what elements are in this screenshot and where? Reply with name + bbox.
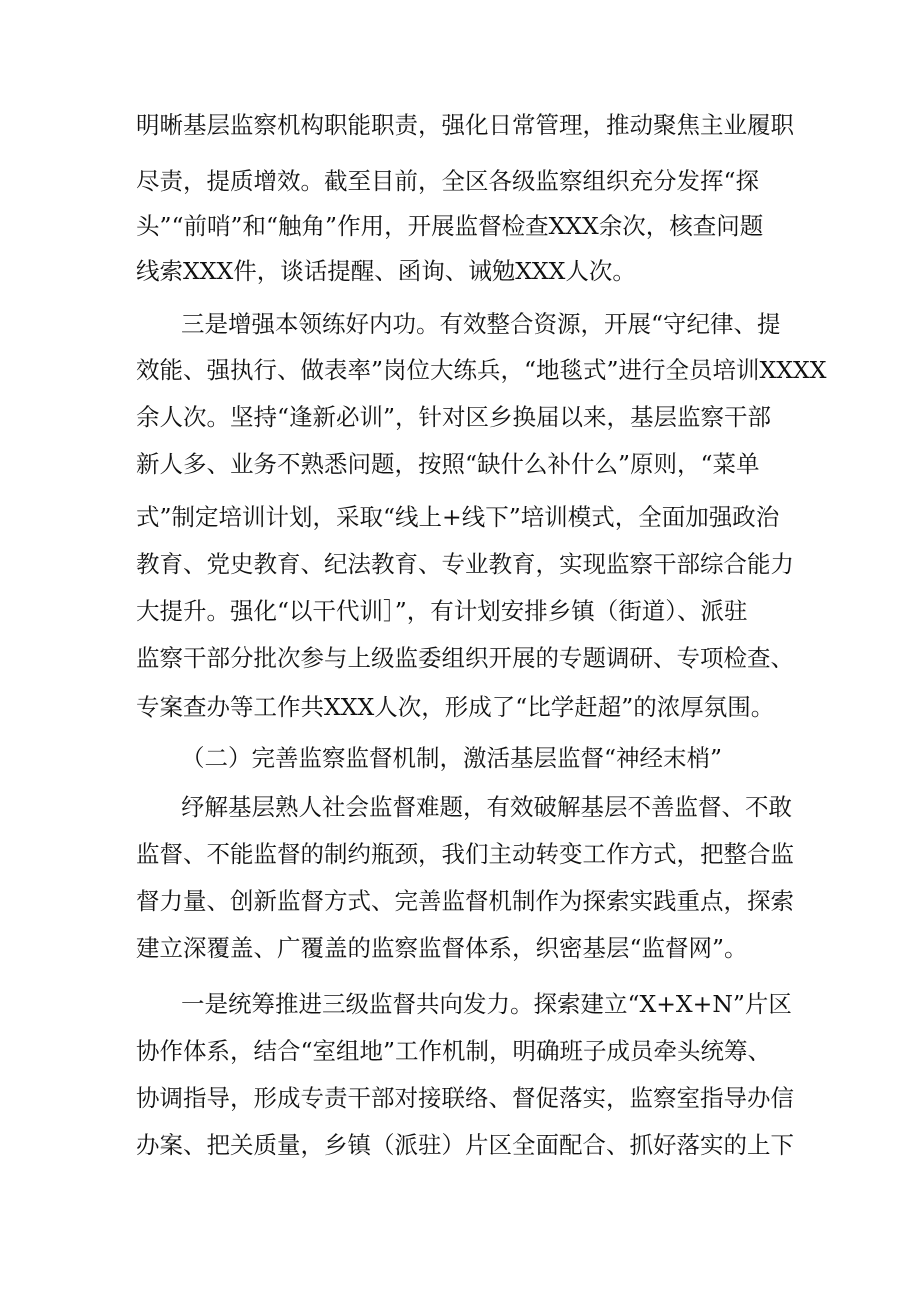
text-line: 效能、强执行、做表率”岗位大练兵，“地毯式”进行全员培训XXXX — [136, 356, 827, 384]
text-line: 式”制定培训计划，采取“线上+线下”培训模式，全面加强政治 — [136, 503, 780, 531]
text-line: 余人次。坚持“逢新必训”，针对区乡换届以来，基层监察干部 — [136, 403, 772, 431]
text-line: 纾解基层熟人社会监督难题，有效破解基层不善监督、不敢 — [181, 793, 792, 821]
text-line: 新人多、业务不熟悉问题，按照“缺什么补什么”原则，“菜单 — [136, 450, 760, 478]
text-line: 协作体系，结合“室组地”工作机制，明确班子成员牵头统筹、 — [136, 1037, 772, 1065]
text-line: 建立深覆盖、广覆盖的监察监督体系，织密基层“监督网”。 — [136, 934, 748, 962]
text-line: 尽责，提质增效。截至目前，全区各级监察组织充分发挥“探 — [136, 167, 760, 195]
text-line: 协调指导，形成专责干部对接联络、督促落实，监察室指导办信 — [136, 1084, 794, 1112]
text-line: 专案查办等工作共XXX人次，形成了“比学赶超”的浓厚氛围。 — [136, 693, 775, 721]
text-line: 明晰基层监察机构职能职责，强化日常管理，推动聚焦主业履职 — [136, 111, 794, 139]
text-line: 监督、不能监督的制约瓶颈，我们主动转变工作方式，把整合监 — [136, 840, 794, 868]
text-line: 大提升。强化“以干代训］”，有计划安排乡镇（街道）、派驻 — [136, 597, 748, 625]
text-line: 督力量、创新监督方式、完善监督机制作为探索实践重点，探索 — [136, 887, 794, 915]
text-line: 三是增强本领练好内功。有效整合资源，开展“守纪律、提 — [181, 310, 781, 338]
section-heading: （二）完善监察监督机制，激活基层监督“神经末梢” — [181, 744, 723, 772]
text-line: 一是统筹推进三级监督共向发力。探索建立“X+X+N”片区 — [181, 990, 792, 1018]
text-line: 线索XXX件，谈话提醒、函询、诫勉XXX人次。 — [136, 257, 636, 285]
text-line: 办案、把关质量，乡镇（派驻）片区全面配合、抓好落实的上下 — [136, 1131, 794, 1159]
text-line: 头”“前哨”和“触角”作用，开展监督检查XXX余次，核查问题 — [136, 212, 764, 240]
text-line: 教育、党史教育、纪法教育、专业教育，实现监察干部综合能力 — [136, 550, 794, 578]
text-line: 监察干部分批次参与上级监委组织开展的专题调研、专项检查、 — [136, 644, 794, 672]
